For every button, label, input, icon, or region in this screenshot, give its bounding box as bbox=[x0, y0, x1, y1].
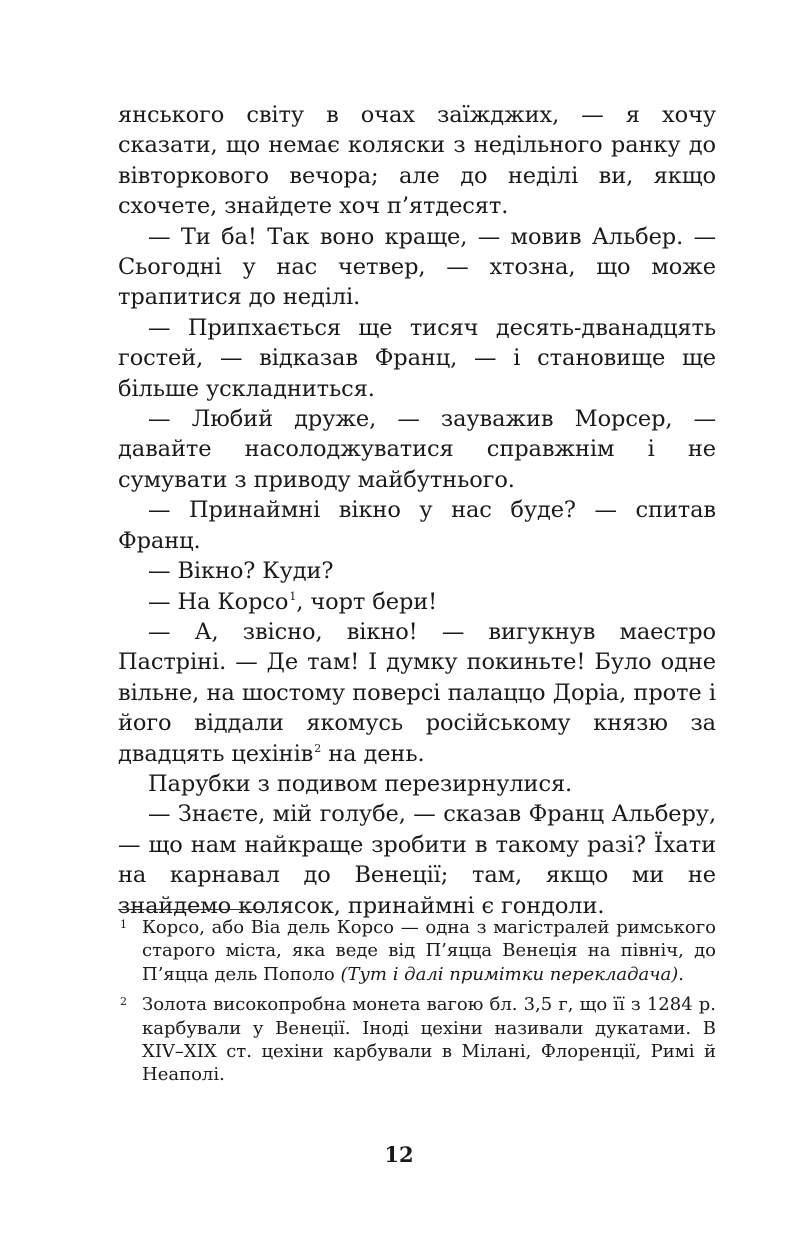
paragraph bbox=[118, 617, 716, 769]
footnote-ref: 1 bbox=[289, 590, 297, 603]
paragraph: — Знаєте, мій голубе, — сказав Франц Альберу, — що нам найкраще зробити в такому разі? Їхати на карнавал до Венеції; там, якщо ми не знайдемо колясок, принаймні є гондоли. bbox=[118, 801, 716, 919]
footnote bbox=[118, 916, 716, 986]
paragraph: Парубки з подивом перезирнулися. bbox=[148, 770, 573, 797]
footnote-text: Золота високопробна монета вагою бл. 3,5 г, що її з 1284 р. карбували у Венеції. Іноді цехіни називали дукатами. В XIV–XIX ст. цехіни карбували в Мілані, Флоренції, Римі й Неаполі. bbox=[142, 994, 716, 1086]
paragraph: — Принаймні вікно у нас буде? — спитав Франц. bbox=[118, 497, 716, 554]
paragraph-text: на день. bbox=[321, 740, 425, 767]
footnote-end: . bbox=[678, 963, 684, 985]
footnotes bbox=[118, 916, 716, 1094]
paragraph: — Ти ба! Так воно краще, — мовив Альбер. — Сьогодні у нас четвер, — хтозна, що може трапитися до неділі. bbox=[118, 223, 716, 311]
translator-note: (Тут і далі примітки перекладача) bbox=[340, 963, 679, 985]
paragraph: — Любий друже, — зауважив Морсер, — давайте насолоджуватися справжнім і не сумувати з приводу майбутнього. bbox=[118, 406, 716, 493]
paragraph-text: — А, звісно, вікно! — вигукнув маестро Пастріні. — Де там! І думку покиньте! Було одне вільне, на шостому поверсі палаццо Доріа, проте і його віддали якомусь російському князю за двадцять цехінів bbox=[118, 618, 716, 767]
paragraph: — Вікно? Куди? bbox=[148, 558, 334, 585]
footnote-body: Корсо, або Віа дель Корсо — одна з магістралей римського старого міста, яка веде від П’яцца Венеція на північ, до П’яцца дель Пополо bbox=[142, 917, 716, 985]
footnote-number: 1 bbox=[120, 918, 127, 931]
paragraph bbox=[118, 587, 716, 617]
main-text bbox=[118, 100, 716, 921]
paragraph-text: — На Корсо bbox=[148, 588, 289, 615]
footnote-ref: 2 bbox=[314, 742, 322, 756]
footnote-text bbox=[142, 916, 716, 986]
footnote bbox=[118, 993, 716, 1087]
footnote-divider bbox=[118, 909, 266, 910]
paragraph: янського світу в очах заїжджих, — я хочу сказати, що немає коляски з недільного ранку до вівторкового вечора; але до неділі ви, якщо схочете, знайдете хоч п’ятдесят. bbox=[118, 102, 716, 220]
page-number: 12 bbox=[384, 1142, 414, 1167]
paragraph-text: , чорт бери! bbox=[296, 588, 438, 615]
paragraph: — Припхається ще тисяч десять-дванадцять гостей, — відказав Франц, — і становище ще більше ускладниться. bbox=[118, 314, 716, 402]
footnote-number: 2 bbox=[120, 995, 127, 1009]
